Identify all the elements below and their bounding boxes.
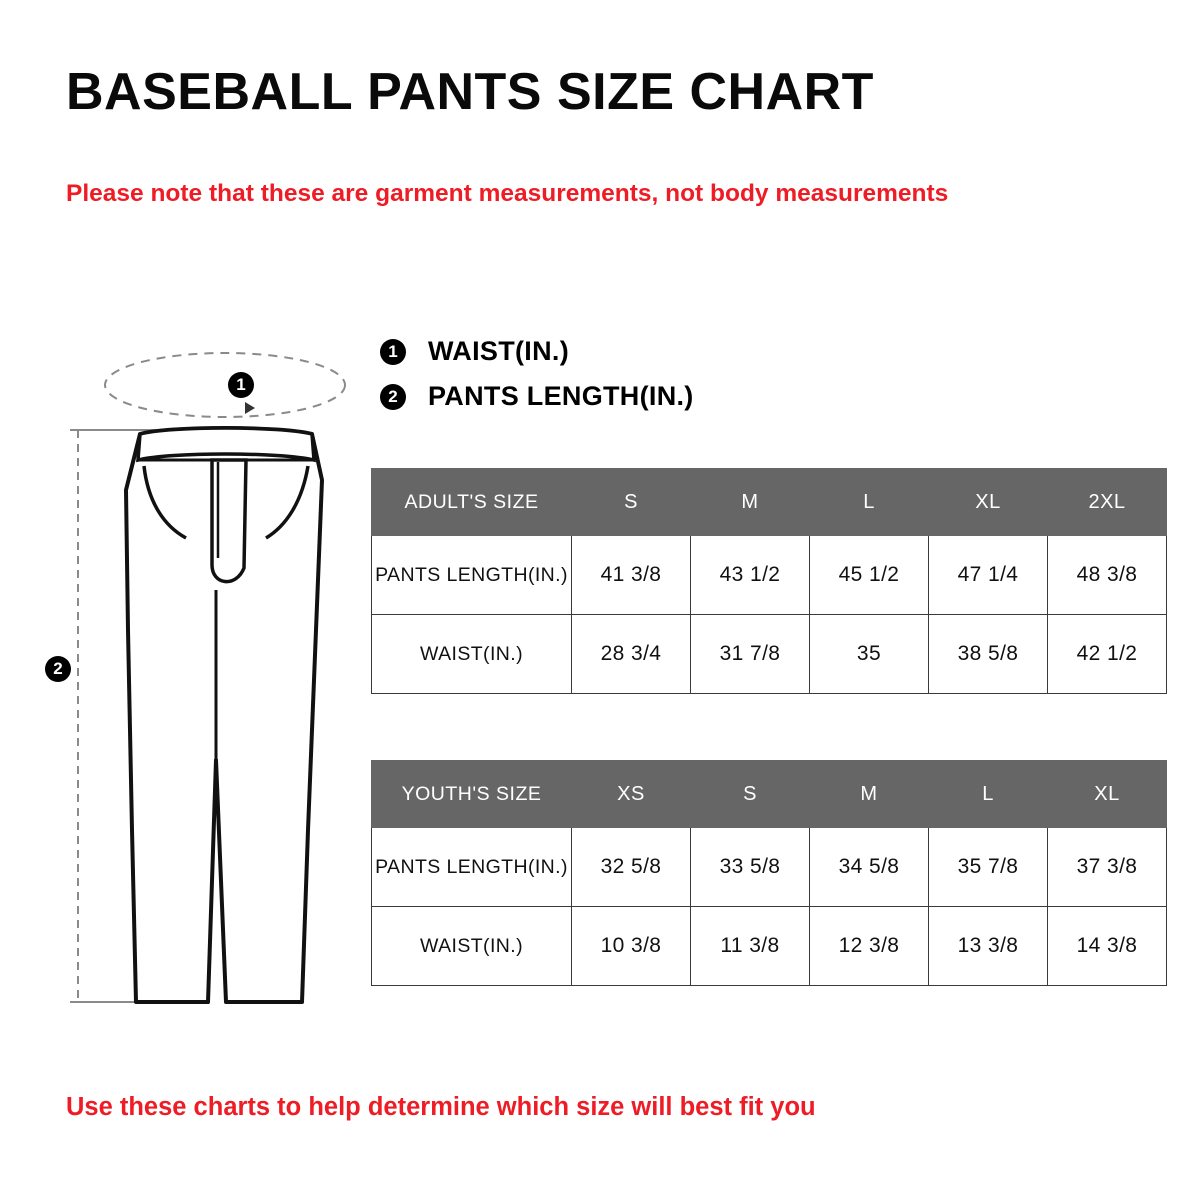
adult-waist-2xl: 42 1/2 [1048, 615, 1167, 694]
youth-waist-xl: 14 3/8 [1048, 907, 1167, 986]
pants-diagram [40, 330, 380, 1025]
youth-waist-l: 13 3/8 [929, 907, 1048, 986]
legend-label-waist: WAIST(IN.) [428, 336, 569, 366]
youth-col-s: S [691, 761, 810, 828]
table-row [372, 907, 1167, 986]
youth-length-xs: 32 5/8 [572, 828, 691, 907]
adult-col-xl: XL [929, 469, 1048, 536]
youth-col-xs: XS [572, 761, 691, 828]
youth-col-m: M [810, 761, 929, 828]
adult-size-header: ADULT'S SIZE [372, 469, 572, 536]
adult-col-l: L [810, 469, 929, 536]
adult-length-2xl: 48 3/8 [1048, 536, 1167, 615]
adult-length-m: 43 1/2 [691, 536, 810, 615]
youth-waist-m: 12 3/8 [810, 907, 929, 986]
adult-length-l: 45 1/2 [810, 536, 929, 615]
adult-waist-l: 35 [810, 615, 929, 694]
adult-row-label-length: PANTS LENGTH(IN.) [372, 536, 572, 615]
marker-one-icon: 1 [380, 339, 406, 365]
table-row [372, 615, 1167, 694]
pants-outline-svg [40, 330, 380, 1020]
table-header-row [372, 761, 1167, 828]
youth-waist-xs: 10 3/8 [572, 907, 691, 986]
youth-col-l: L [929, 761, 1048, 828]
adult-length-s: 41 3/8 [572, 536, 691, 615]
footer-note: Use these charts to help determine which size will best fit you [66, 1093, 816, 1121]
adult-waist-s: 28 3/4 [572, 615, 691, 694]
adult-col-s: S [572, 469, 691, 536]
measurement-note: Please note that these are garment measurements, not body measurements [66, 180, 949, 207]
youth-col-xl: XL [1048, 761, 1167, 828]
youth-length-l: 35 7/8 [929, 828, 1048, 907]
youth-length-xl: 37 3/8 [1048, 828, 1167, 907]
youth-size-table [371, 760, 1167, 986]
youth-length-m: 34 5/8 [810, 828, 929, 907]
youth-waist-s: 11 3/8 [691, 907, 810, 986]
page-title: BASEBALL PANTS SIZE CHART [66, 63, 874, 121]
waist-arrow-icon [245, 402, 255, 414]
waist-measure-ellipse [105, 353, 345, 417]
youth-row-label-waist: WAIST(IN.) [372, 907, 572, 986]
adult-col-m: M [691, 469, 810, 536]
diagram-marker-length: 2 [45, 656, 71, 682]
legend-item-waist [380, 336, 694, 367]
legend-label-length: PANTS LENGTH(IN.) [428, 381, 694, 411]
youth-length-s: 33 5/8 [691, 828, 810, 907]
legend [380, 336, 694, 426]
youth-size-header: YOUTH'S SIZE [372, 761, 572, 828]
adult-waist-m: 31 7/8 [691, 615, 810, 694]
waistband [138, 428, 314, 460]
legend-item-length [380, 381, 694, 412]
table-header-row [372, 469, 1167, 536]
youth-row-label-length: PANTS LENGTH(IN.) [372, 828, 572, 907]
adult-length-xl: 47 1/4 [929, 536, 1048, 615]
table-row [372, 536, 1167, 615]
adult-col-2xl: 2XL [1048, 469, 1167, 536]
adult-waist-xl: 38 5/8 [929, 615, 1048, 694]
marker-two-icon: 2 [380, 384, 406, 410]
diagram-marker-waist: 1 [228, 372, 254, 398]
adult-size-table [371, 468, 1167, 694]
table-row [372, 828, 1167, 907]
adult-row-label-waist: WAIST(IN.) [372, 615, 572, 694]
